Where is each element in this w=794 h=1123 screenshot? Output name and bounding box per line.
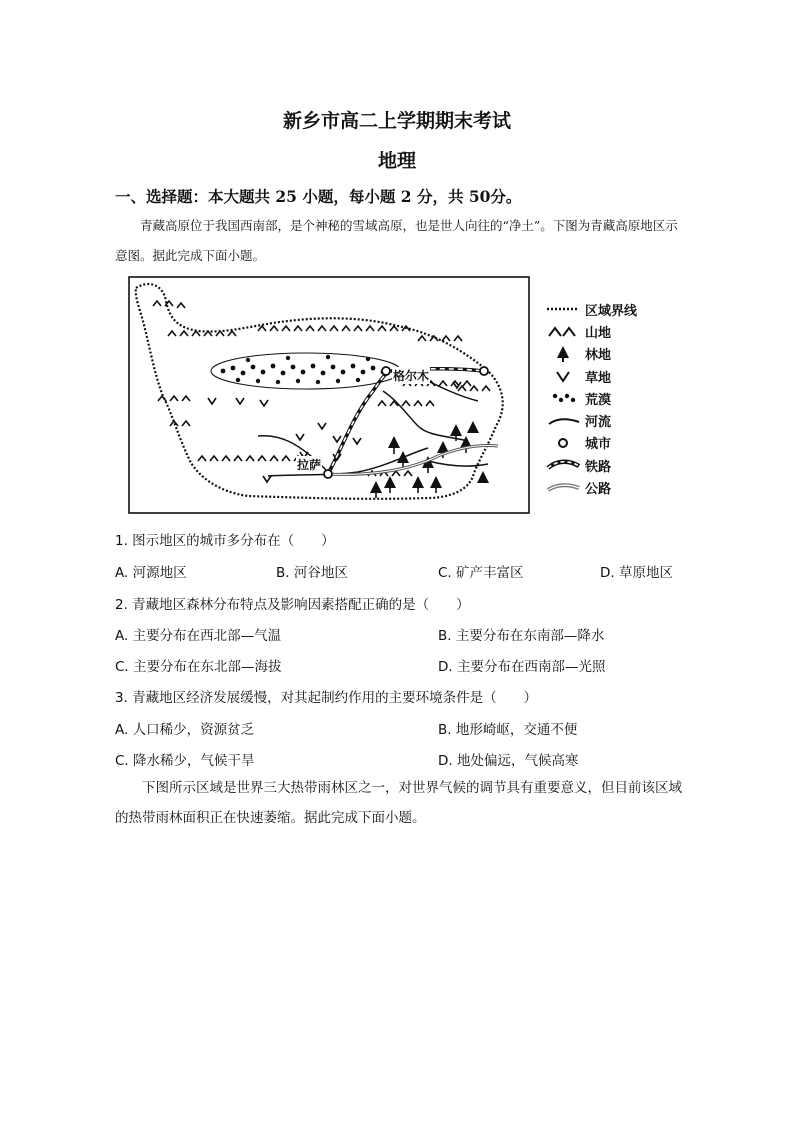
river-icon <box>545 412 581 430</box>
legend-row <box>545 454 637 476</box>
legend-row <box>545 387 637 409</box>
legend-row <box>545 320 637 342</box>
q2-option-d[interactable]: D. 主要分布在西南部—光照 <box>438 659 606 675</box>
railway-icon <box>545 456 581 474</box>
q1-option-d[interactable]: D. 草原地区 <box>600 565 673 581</box>
q1-option-c[interactable]: C. 矿产丰富区 <box>438 565 524 581</box>
q3-option-b[interactable]: B. 地形崎岖，交通不便 <box>438 722 578 738</box>
legend-label: 林地 <box>585 348 612 364</box>
legend-row <box>545 343 637 365</box>
section-heading: 一、选择题：本大题共 25 小题，每小题 2 分，共 50分。 <box>115 187 522 206</box>
question-3-stem: 3. 青藏地区经济发展缓慢，对其起制约作用的主要环境条件是（ ） <box>115 690 538 706</box>
tree-icon <box>545 345 581 363</box>
legend-label: 公路 <box>585 482 612 498</box>
legend-label: 铁路 <box>585 459 612 475</box>
legend-label: 草地 <box>585 370 612 386</box>
map-legend <box>545 298 637 499</box>
tibet-map <box>128 276 530 514</box>
passage-2 <box>115 773 685 833</box>
subject-title: 地理 <box>377 150 416 172</box>
desert-icon <box>545 389 581 407</box>
q1-option-b[interactable]: B. 河谷地区 <box>276 565 348 581</box>
label-golmud: 格尔木 <box>393 369 430 383</box>
tibet-map-graphic <box>128 276 530 514</box>
city-east <box>480 367 488 375</box>
legend-label: 河流 <box>585 415 612 431</box>
q3-option-c[interactable]: C. 降水稀少，气候干旱 <box>115 753 255 769</box>
mountain-icon <box>545 322 581 340</box>
passage-1 <box>115 211 680 271</box>
page-title: 新乡市高二上学期期末考试 <box>282 110 511 132</box>
legend-label: 区域界线 <box>585 303 638 319</box>
passage-2-text: 下图所示区域是世界三大热带雨林区之一，对世界气候的调节具有重要意义，但目前该区域的热带雨林面积正在快速萎缩。据此完成下面小题。 <box>115 780 682 826</box>
legend-label: 城市 <box>585 437 612 453</box>
city-lhasa <box>324 470 332 478</box>
q2-option-b[interactable]: B. 主要分布在东南部—降水 <box>438 628 605 644</box>
q2-option-a[interactable]: A. 主要分布在西北部—气温 <box>115 628 282 644</box>
legend-row <box>545 476 637 498</box>
grass-icon <box>545 367 581 385</box>
label-lhasa: 拉萨 <box>297 458 322 472</box>
passage-1-text: 青藏高原位于我国西南部，是个神秘的雪域高原，也是世人向往的“净土”。下图为青藏高原地区示意图。据此完成下面小题。 <box>115 218 678 263</box>
legend-row <box>545 298 637 320</box>
q2-option-c[interactable]: C. 主要分布在东北部—海拔 <box>115 659 282 675</box>
legend-row <box>545 432 637 454</box>
highway-icon <box>545 479 581 497</box>
legend-row <box>545 409 637 431</box>
legend-row <box>545 365 637 387</box>
city-icon <box>545 434 581 452</box>
desert-area <box>211 353 401 389</box>
question-1-stem: 1. 图示地区的城市多分布在（ ） <box>115 533 335 549</box>
city-golmud <box>382 367 390 375</box>
question-2-stem: 2. 青藏地区森林分布特点及影响因素搭配正确的是（ ） <box>115 597 470 613</box>
boundary-line-icon <box>545 300 581 318</box>
q3-option-d[interactable]: D. 地处偏远，气候高寒 <box>438 753 579 769</box>
legend-label: 荒漠 <box>585 392 612 408</box>
q3-option-a[interactable]: A. 人口稀少，资源贫乏 <box>115 722 255 738</box>
legend-label: 山地 <box>585 325 612 341</box>
q1-option-a[interactable]: A. 河源地区 <box>115 565 187 581</box>
